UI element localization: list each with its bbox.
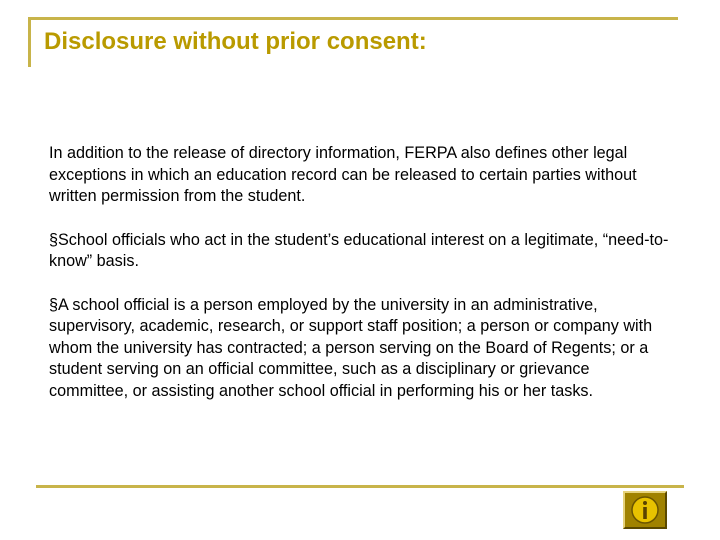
bullet-school-officials: §School officials who act in the student’s educational interest on a legitimate, “need-to-know” basis.	[49, 230, 669, 270]
slide-title: Disclosure without prior consent:	[44, 28, 427, 55]
intro-paragraph: In addition to the release of directory information, FERPA also defines other legal exceptions in which an education record can be released to certain parties without written permission from the student.	[49, 144, 637, 205]
slide-body	[49, 143, 669, 424]
title-left-divider	[28, 17, 31, 67]
bottom-divider	[36, 485, 684, 488]
bullet-school-official-definition: §A school official is a person employed by the university in an administrative, supervisory, academic, research, or support staff position; a person or company with whom the university has contracted; a person serving on the Board of Regents; or a student serving on an official committee, such as a disciplinary or grievance committee, or assisting another school official in performing his or her tasks.	[49, 295, 653, 400]
top-divider	[30, 17, 678, 20]
info-icon	[625, 493, 665, 527]
info-button[interactable]	[623, 491, 667, 529]
